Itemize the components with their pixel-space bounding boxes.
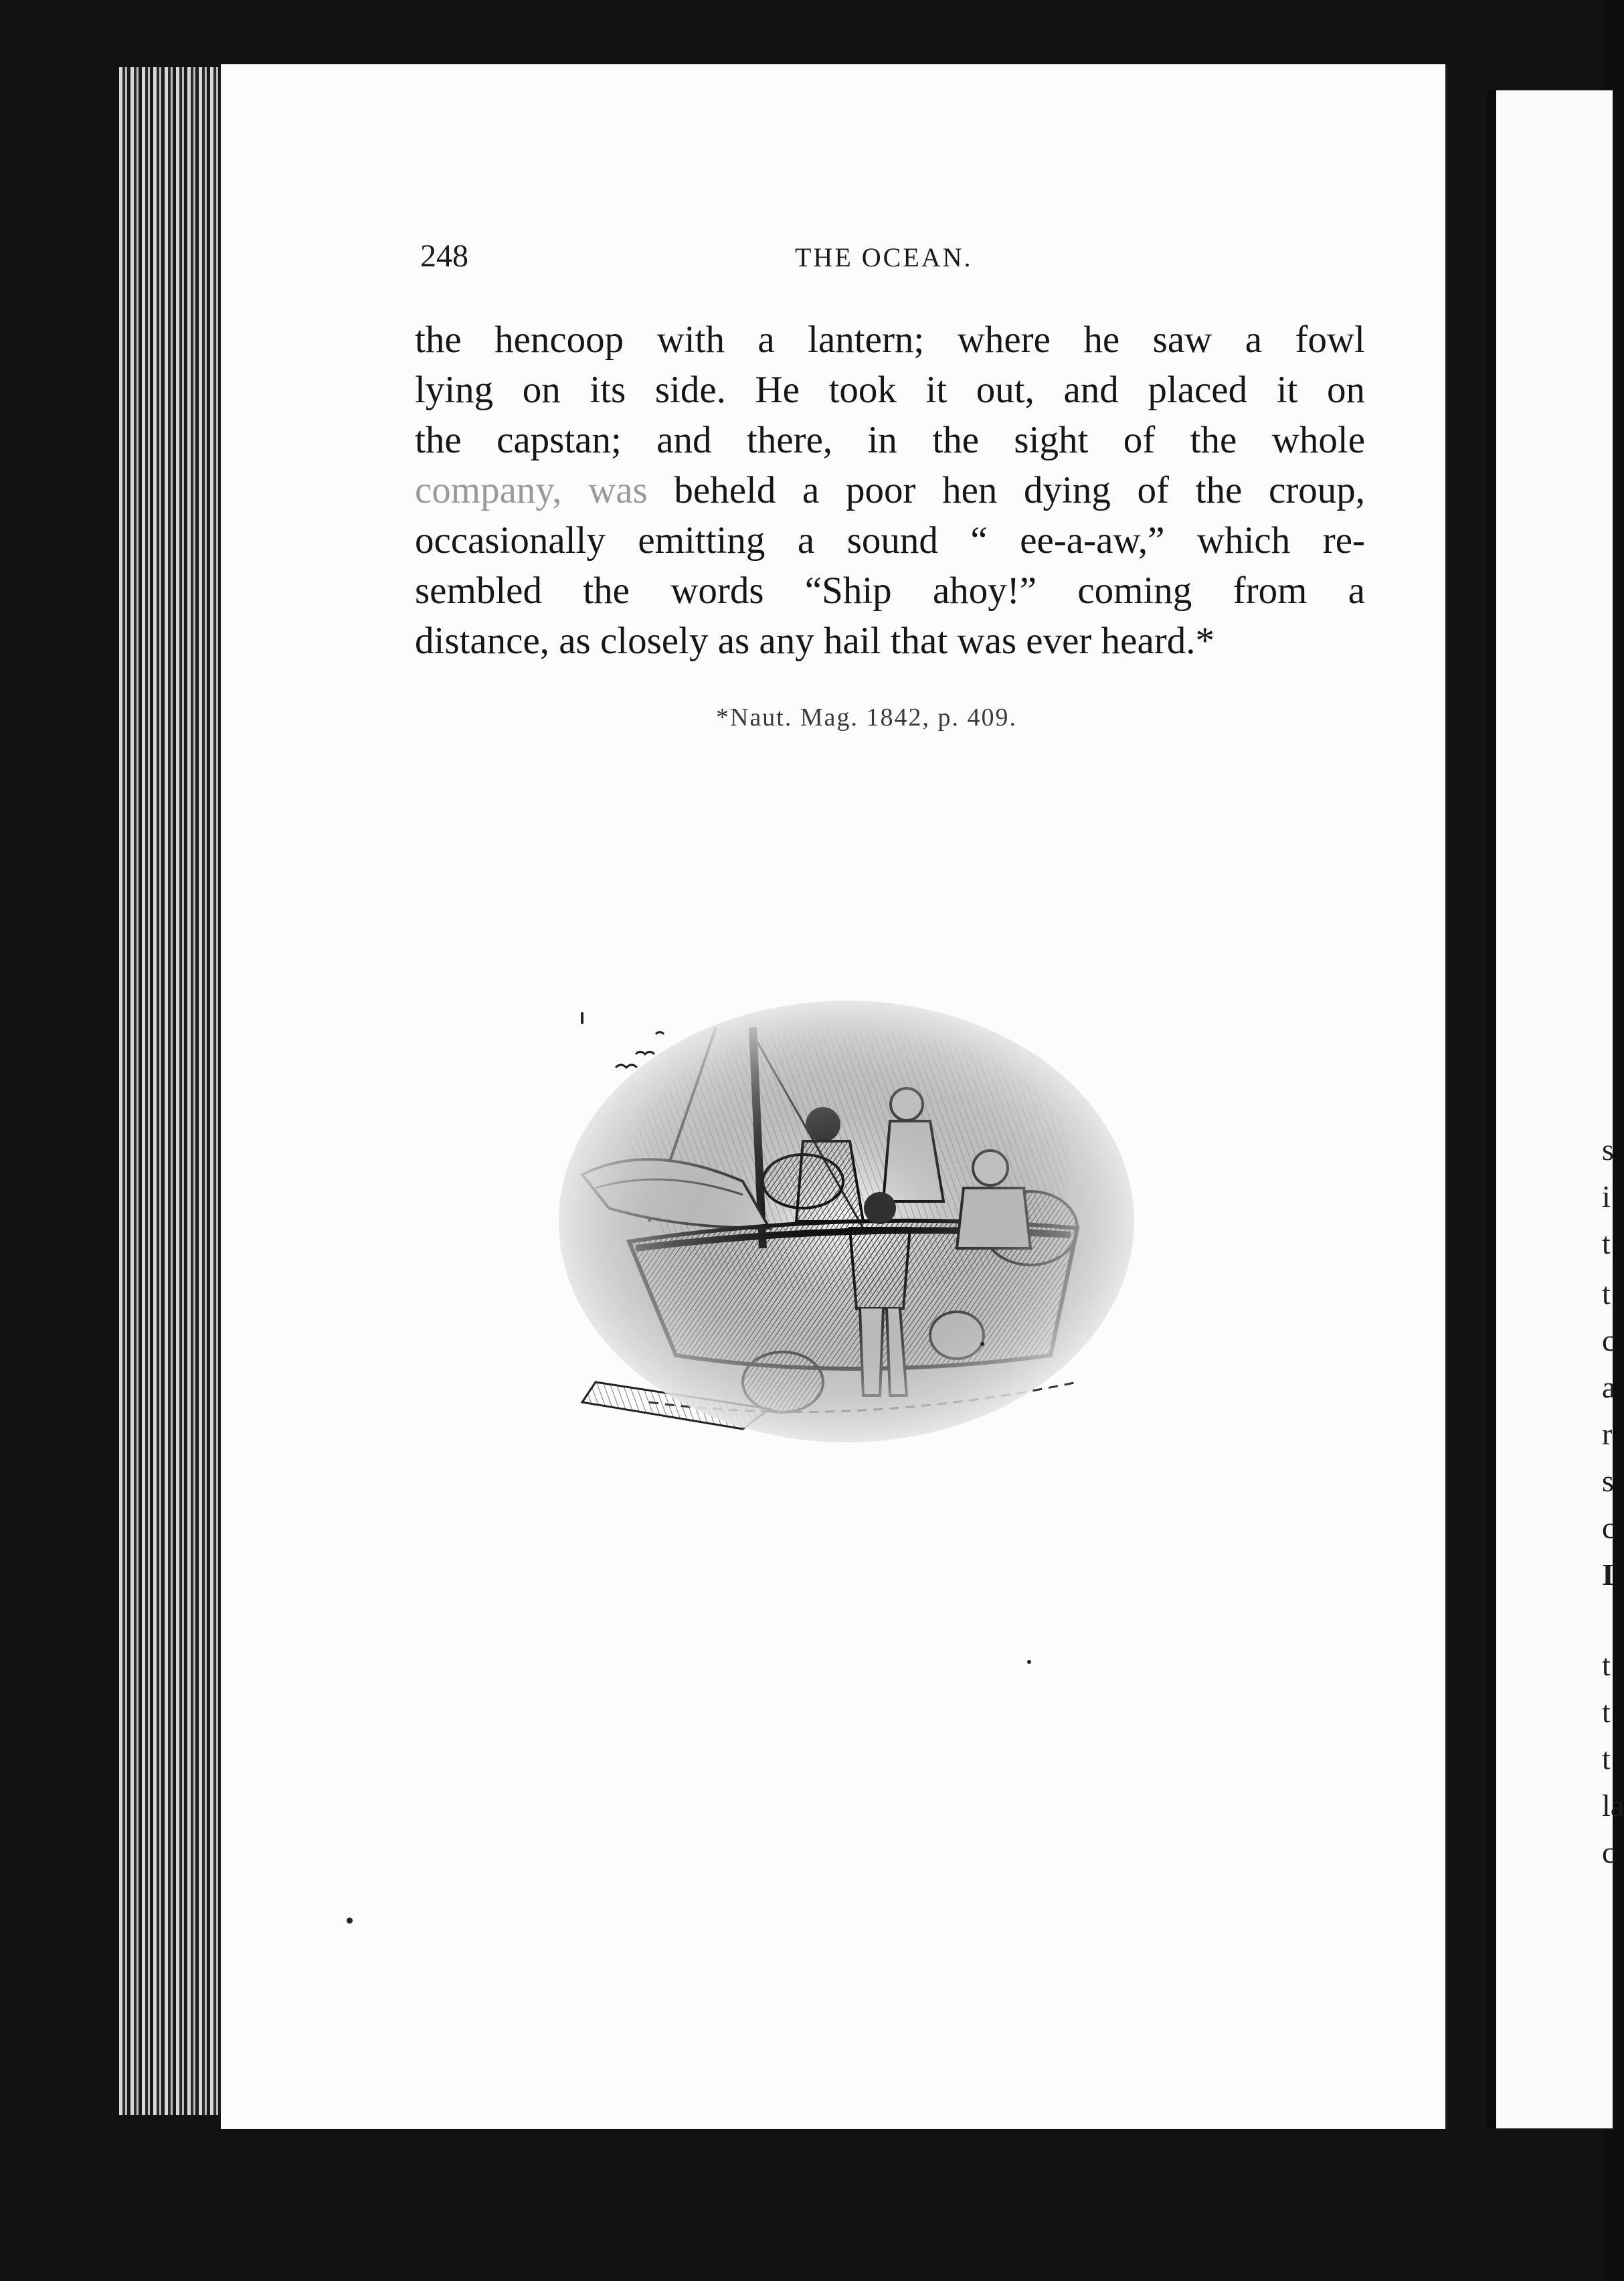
text-line: occasionally emitting a sound “ ee-a-aw,” which re- [415,519,1365,562]
body-text [415,315,1365,666]
next-page-fragment: c [1602,1323,1616,1357]
scan-speck [347,1918,353,1924]
page-number: 248 [420,238,468,274]
next-page-fragment: i [1602,1179,1611,1213]
text-line: distance, as closely as any hail that was ever heard.* [415,620,1214,662]
next-page-fragment: s [1602,1132,1614,1167]
next-page-fragment: s [1602,1464,1614,1498]
scan-speck [1027,1660,1031,1664]
next-page-fragment: I [1602,1557,1614,1592]
next-page-fragment: c [1602,1835,1616,1869]
scan-speck [581,1012,583,1024]
next-page-fragment: a [1602,1370,1616,1404]
text-line: company, was beheld a poor hen dying of the croup, [415,469,1365,511]
book-fore-edge [119,67,226,2115]
text-line: lying on its side. He took it out, and placed it on [415,369,1365,411]
next-page-fragment: la [1602,1788,1624,1823]
next-page-fragment: t [1602,1226,1611,1260]
text-line: the capstan; and there, in the sight of the whole [415,419,1365,461]
running-head [420,238,1344,278]
next-page-fragment: t [1602,1276,1611,1311]
text-line: the hencoop with a lantern; where he saw a fowl [415,319,1365,361]
text-line: sembled the words “Ship ahoy!” coming from a [415,570,1365,612]
next-page-fragment: t [1602,1648,1611,1682]
next-page-fragment: t [1602,1695,1611,1729]
next-page-fragment: t [1602,1742,1611,1776]
footnote: *Naut. Mag. 1842, p. 409. [716,703,1018,732]
next-page-fragment: r [1602,1417,1613,1451]
next-page-fragment: c [1602,1511,1616,1545]
book-page-right-edge [1487,90,1624,2128]
scan-speck [980,1342,984,1346]
engraving-illustration [569,1007,1124,1436]
running-title: THE OCEAN. [795,242,973,272]
